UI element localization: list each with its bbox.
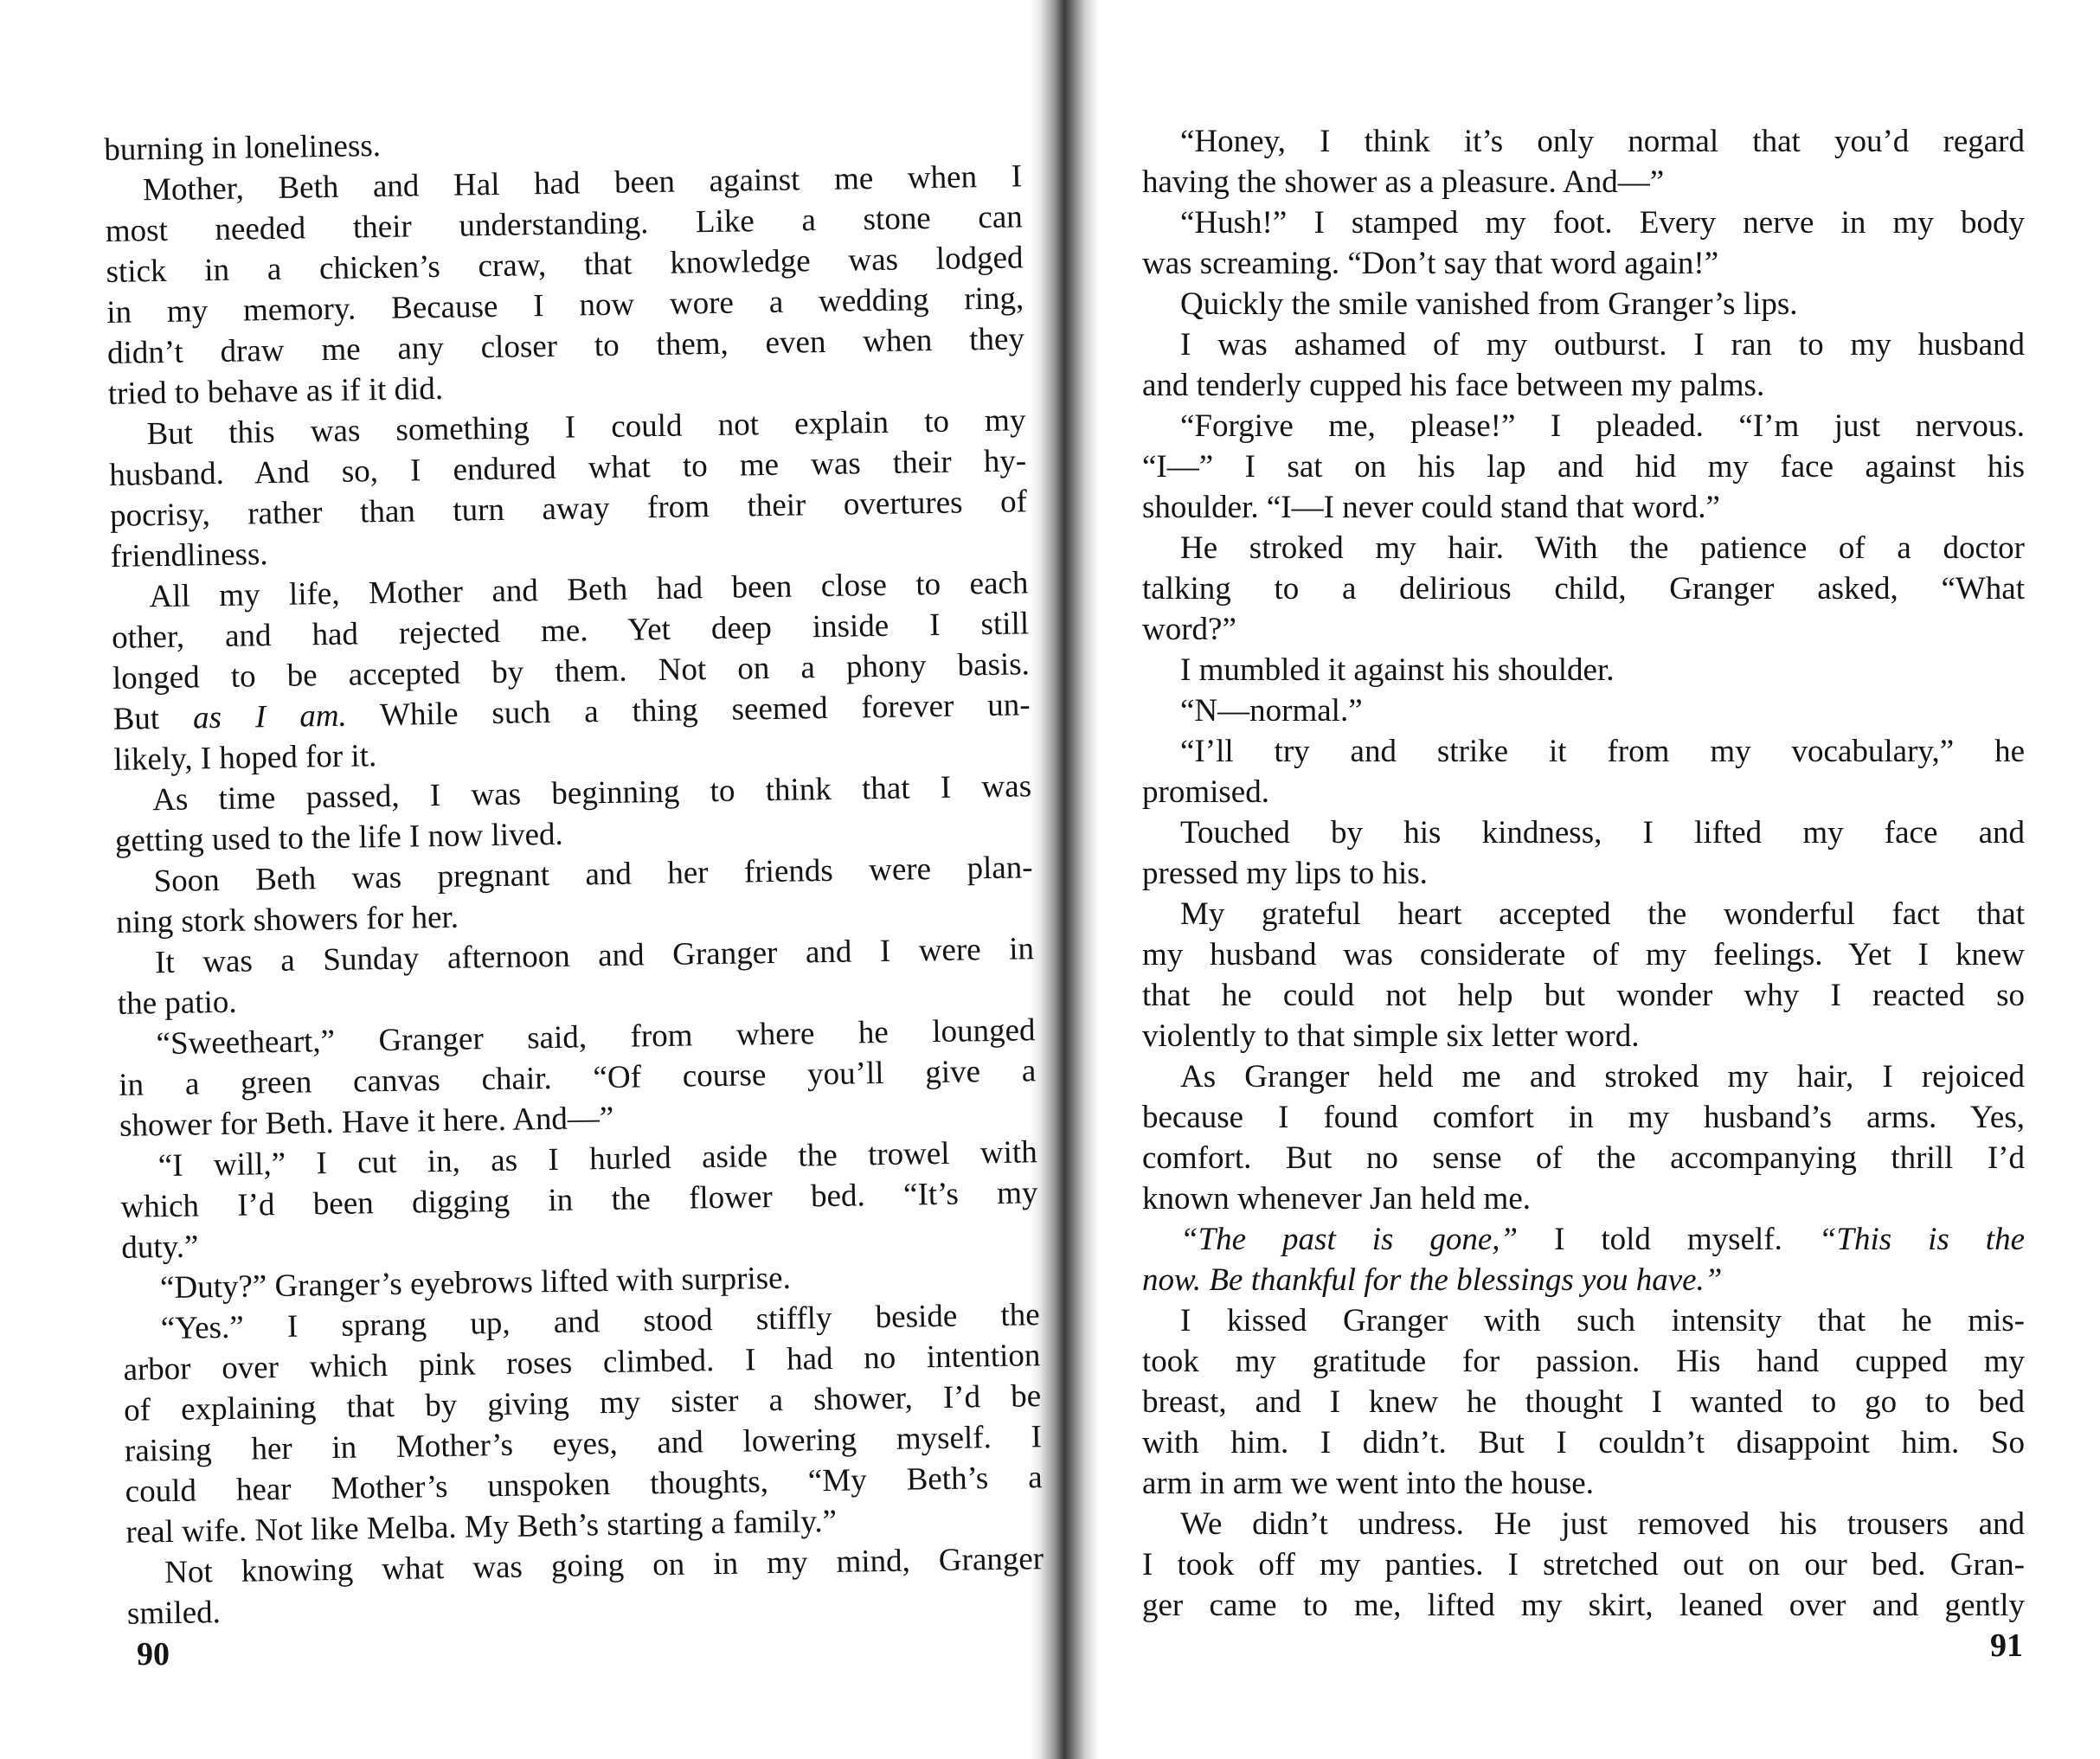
text-line xyxy=(1142,365,2025,406)
text-segment: “Hush!” I stamped my foot. Every nerve in my body xyxy=(1180,205,2025,241)
text-line xyxy=(1142,1097,2025,1138)
text-line xyxy=(1142,975,2025,1016)
text-line xyxy=(1142,1300,2025,1341)
text-line xyxy=(1142,121,2025,162)
left-page-text xyxy=(104,115,1044,1634)
text-segment: having the shower as a pleasure. And—” xyxy=(1142,164,1665,200)
italic-text: now. Be thankful for the blessings you have.” xyxy=(1142,1262,1723,1298)
text-segment: shower for Beth. Have it here. And—” xyxy=(119,1100,614,1144)
text-segment: in a green canvas chair. “Of course you’ll give a xyxy=(119,1053,1037,1103)
italic-text: “The past is gone,” xyxy=(1180,1222,1519,1257)
text-segment: ning stork showers for her. xyxy=(116,899,459,940)
text-segment: But xyxy=(112,700,194,737)
text-segment: ger came to me, lifted my skirt, leaned over and gently xyxy=(1142,1588,2025,1623)
text-line xyxy=(1142,1260,2025,1300)
text-line xyxy=(1142,1219,2025,1260)
text-segment: burning in loneliness. xyxy=(104,127,382,168)
text-segment: I kissed Granger with such intensity that he mis- xyxy=(1180,1303,2025,1339)
text-segment: promised. xyxy=(1142,774,1269,810)
text-segment: getting used to the life I now lived. xyxy=(114,816,564,859)
text-segment: He stroked my hair. With the patience of a doctor xyxy=(1180,530,2025,566)
text-segment: my husband was considerate of my feelings. Yet I knew xyxy=(1142,937,2025,973)
text-line xyxy=(1142,1585,2025,1626)
text-line xyxy=(1142,731,2025,772)
text-segment: Soon Beth was pregnant and her friends were plan- xyxy=(153,850,1033,900)
text-segment: the patio. xyxy=(117,984,237,1022)
text-segment: Touched by his kindness, I lifted my face and xyxy=(1180,815,2025,851)
text-line xyxy=(1142,650,2025,690)
left-page-number: 90 xyxy=(137,1636,170,1672)
text-segment: “Yes.” I sprang up, and stood stiffly beside the xyxy=(160,1297,1040,1347)
text-segment: most needed their understanding. Like a stone can xyxy=(105,199,1024,249)
text-line xyxy=(1142,487,2025,528)
text-line xyxy=(1142,853,2025,894)
text-segment: because I found comfort in my husband’s arms. Yes, xyxy=(1142,1100,2025,1135)
text-segment: “I will,” I cut in, as I hurled aside the trowel with xyxy=(157,1134,1038,1184)
text-segment: word?” xyxy=(1142,612,1236,647)
text-line xyxy=(1142,1341,2025,1382)
text-segment: longed to be accepted by them. Not on a phony basis. xyxy=(112,646,1031,697)
text-segment: All my life, Mother and Beth had been close to each xyxy=(149,565,1029,615)
text-segment: “Forgive me, please!” I pleaded. “I’m just nervous. xyxy=(1180,408,2025,444)
text-segment: friendliness. xyxy=(110,536,268,575)
text-line xyxy=(1142,568,2025,609)
text-line xyxy=(1142,1178,2025,1219)
text-segment: likely, I hoped for it. xyxy=(113,738,377,778)
text-segment: Quickly the smile vanished from Granger’s lips. xyxy=(1180,286,1798,322)
text-line xyxy=(1142,284,2025,324)
text-line xyxy=(1142,772,2025,812)
text-segment: But this was something I could not explain to my xyxy=(146,402,1026,453)
text-line xyxy=(1142,894,2025,934)
text-segment: “Sweetheart,” Granger said, from where he lounged xyxy=(156,1012,1036,1062)
text-line xyxy=(1142,812,2025,853)
text-segment: in my memory. Because I now wore a wedding ring, xyxy=(106,280,1024,331)
text-line xyxy=(1142,1422,2025,1463)
text-segment: that he could not help but wonder why I reacted so xyxy=(1142,978,2025,1013)
text-segment: “I’ll try and strike it from my vocabulary,” he xyxy=(1180,734,2025,769)
text-line xyxy=(1142,1544,2025,1585)
text-segment: I was ashamed of my outburst. I ran to my husband xyxy=(1180,327,2025,363)
text-line xyxy=(1142,446,2025,487)
text-segment: was screaming. “Don’t say that word again!” xyxy=(1142,246,1719,281)
text-segment: While such a thing seemed forever un- xyxy=(346,687,1031,734)
text-segment: didn’t draw me any closer to them, even when they xyxy=(106,321,1025,371)
text-line xyxy=(1142,1382,2025,1422)
text-segment: smiled. xyxy=(126,1595,222,1632)
text-segment: As Granger held me and stroked my hair, I rejoiced xyxy=(1180,1059,2025,1095)
text-segment: of explaining that by giving my sister a shower, I’d be xyxy=(123,1378,1042,1428)
text-segment: and tenderly cupped his face between my palms. xyxy=(1142,368,1765,403)
text-segment: Not knowing what was going on in my mind, Granger xyxy=(164,1541,1044,1591)
text-segment: arm in arm we went into the house. xyxy=(1142,1466,1594,1501)
text-segment: shoulder. “I—I never could stand that word.” xyxy=(1142,490,1720,525)
text-segment: pocrisy, rather than turn away from their overtures of xyxy=(109,484,1028,534)
text-segment: As time passed, I was beginning to think that I was xyxy=(151,768,1032,819)
text-line xyxy=(1142,162,2025,202)
text-line xyxy=(1142,528,2025,568)
text-segment: other, and had rejected me. Yet deep inside I still xyxy=(111,606,1030,656)
text-segment: could hear Mother’s unspoken thoughts, “My Beth’s a xyxy=(125,1460,1043,1510)
text-segment: known whenever Jan held me. xyxy=(1142,1181,1532,1217)
text-segment: pressed my lips to his. xyxy=(1142,856,1428,891)
italic-text: “This is the xyxy=(1818,1222,2026,1257)
text-segment: husband. And so, I endured what to me was their hy- xyxy=(108,443,1027,493)
text-segment: breast, and I knew he thought I wanted to go to bed xyxy=(1142,1384,2025,1420)
text-segment: tried to behave as if it did. xyxy=(107,370,444,412)
text-segment: talking to a delirious child, Granger asked, “What xyxy=(1142,571,2025,607)
text-segment: duty.” xyxy=(120,1229,199,1266)
right-page-text xyxy=(1142,121,2025,1626)
text-line xyxy=(1142,1138,2025,1178)
text-line xyxy=(1142,609,2025,650)
text-segment: My grateful heart accepted the wonderful fact that xyxy=(1180,896,2025,932)
text-line xyxy=(1142,243,2025,284)
text-line xyxy=(1142,202,2025,243)
text-segment: “I—” I sat on his lap and hid my face against his xyxy=(1142,449,2025,485)
text-line xyxy=(1142,1463,2025,1504)
text-line xyxy=(1142,1504,2025,1544)
text-segment: raising her in Mother’s eyes, and lowering myself. I xyxy=(124,1419,1043,1469)
text-line xyxy=(1142,324,2025,365)
text-segment: violently to that simple six letter word. xyxy=(1142,1018,1640,1054)
text-segment: took my gratitude for passion. His hand cupped my xyxy=(1142,1344,2025,1379)
text-segment: I took off my panties. I stretched out on our bed. Gran- xyxy=(1142,1547,2025,1582)
text-segment: real wife. Not like Melba. My Beth’s starting a family.” xyxy=(125,1503,838,1550)
text-segment: arbor over which pink roses climbed. I had no intention xyxy=(123,1338,1041,1388)
text-segment: Mother, Beth and Hal had been against me when I xyxy=(142,158,1023,209)
text-segment: with him. I didn’t. But I couldn’t disappoint him. So xyxy=(1142,1425,2025,1460)
text-segment: “Honey, I think it’s only normal that you’d regard xyxy=(1180,124,2025,159)
text-segment: which I’d been digging in the flower bed. “It’s my xyxy=(120,1175,1038,1225)
text-line xyxy=(1142,1016,2025,1056)
text-line xyxy=(1142,934,2025,975)
text-line xyxy=(1142,406,2025,446)
italic-text: as I am. xyxy=(192,697,348,736)
text-segment: I told myself. xyxy=(1518,1222,1819,1257)
text-segment: I mumbled it against his shoulder. xyxy=(1180,652,1615,688)
text-segment: It was a Sunday afternoon and Granger and I were in xyxy=(154,931,1035,981)
text-segment: “Duty?” Granger’s eyebrows lifted with surprise. xyxy=(159,1260,792,1306)
text-segment: “N—normal.” xyxy=(1180,693,1363,729)
text-segment: We didn’t undress. He just removed his trousers and xyxy=(1180,1506,2025,1542)
right-page-number: 91 xyxy=(1990,1627,2023,1664)
text-segment: comfort. But no sense of the accompanying thrill I’d xyxy=(1142,1140,2025,1176)
text-line xyxy=(1142,1056,2025,1097)
text-line xyxy=(1142,690,2025,731)
text-segment: stick in a chicken’s craw, that knowledge was lodged xyxy=(106,240,1024,290)
